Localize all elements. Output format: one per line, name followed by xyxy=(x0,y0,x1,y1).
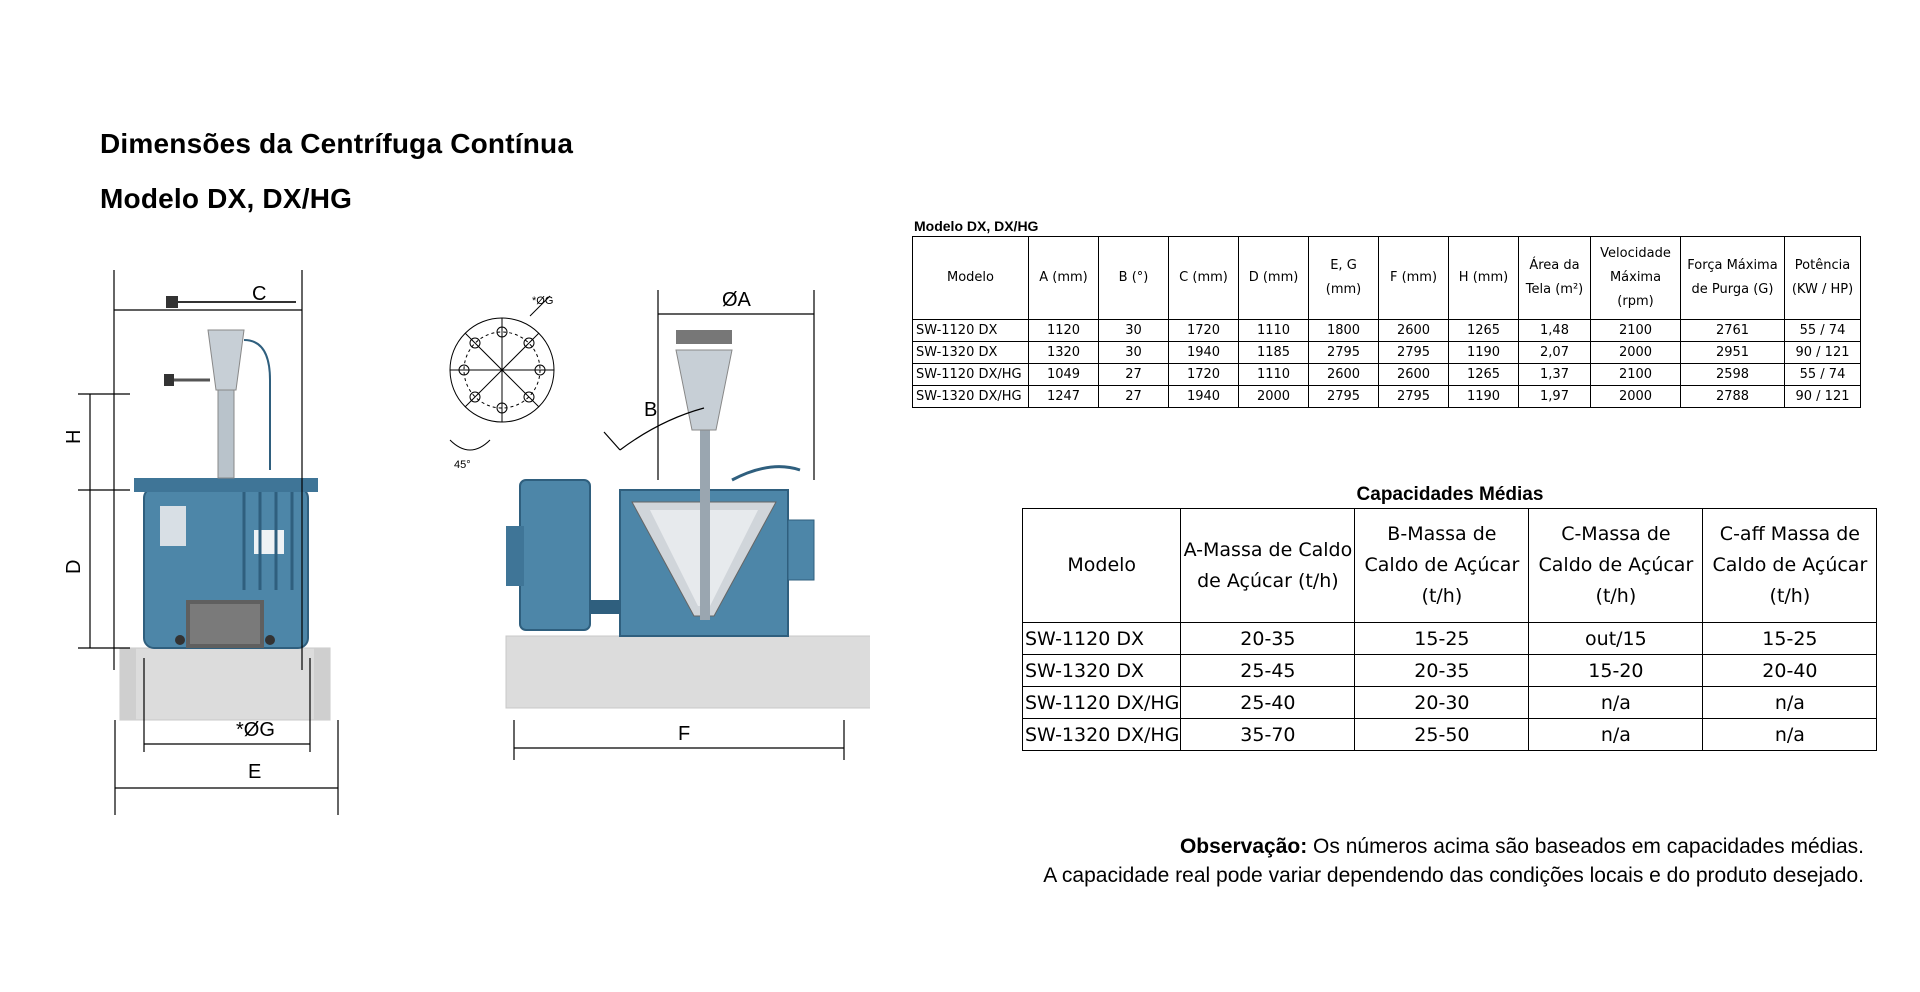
spec-header-row xyxy=(913,237,1861,320)
dim-label-h: H xyxy=(63,429,85,444)
spec-header-cell: B (°) xyxy=(1099,237,1169,320)
spec-cell: 1120 xyxy=(1029,320,1099,342)
page-title: Dimensões da Centrífuga Contínua xyxy=(100,128,574,159)
spec-cell: 2000 xyxy=(1239,386,1309,408)
spec-cell: 1265 xyxy=(1449,364,1519,386)
spec-cell: 90 / 121 xyxy=(1785,342,1861,364)
spec-cell: 2761 xyxy=(1681,320,1785,342)
dim-label-a: ØA xyxy=(722,289,751,311)
spec-header-cell: Potência (KW / HP) xyxy=(1785,237,1861,320)
spec-header-cell: A (mm) xyxy=(1029,237,1099,320)
capacity-table-caption: Capacidades Médias xyxy=(1356,484,1544,505)
capacity-table-row xyxy=(1023,719,1877,751)
spec-header-cell: F (mm) xyxy=(1379,237,1449,320)
spec-cell: 1720 xyxy=(1169,320,1239,342)
capacity-table xyxy=(1022,508,1877,751)
dim-label-g: *ØG xyxy=(236,719,275,741)
spec-cell: 90 / 121 xyxy=(1785,386,1861,408)
spec-cell: 1,48 xyxy=(1519,320,1591,342)
spec-cell: 2100 xyxy=(1591,320,1681,342)
capacity-table-row xyxy=(1023,623,1877,655)
spec-cell: 30 xyxy=(1099,342,1169,364)
capacity-header-cell: C-aff Massa de Caldo de Açúcar (t/h) xyxy=(1703,509,1877,623)
spec-cell: 2000 xyxy=(1591,386,1681,408)
spec-cell: 2598 xyxy=(1681,364,1785,386)
capacity-cell: SW-1320 DX xyxy=(1023,655,1181,687)
spec-cell: 1049 xyxy=(1029,364,1099,386)
spec-cell: 1190 xyxy=(1449,342,1519,364)
spec-table-row xyxy=(913,364,1861,386)
spec-cell: SW-1320 DX/HG xyxy=(913,386,1029,408)
spec-cell: 27 xyxy=(1099,386,1169,408)
dim-label-angle: 45° xyxy=(454,459,471,471)
spec-cell: 2795 xyxy=(1309,386,1379,408)
spec-cell: 1,97 xyxy=(1519,386,1591,408)
capacity-cell: n/a xyxy=(1529,719,1703,751)
spec-cell: SW-1120 DX/HG xyxy=(913,364,1029,386)
spec-cell: 55 / 74 xyxy=(1785,364,1861,386)
front-feed-pipe xyxy=(164,296,296,478)
spec-cell: 1800 xyxy=(1309,320,1379,342)
note-line-1 xyxy=(1180,835,1864,859)
front-machine-body xyxy=(134,478,318,648)
capacity-cell: 20-30 xyxy=(1355,687,1529,719)
spec-table xyxy=(912,236,1861,408)
spec-cell: 1265 xyxy=(1449,320,1519,342)
spec-header-cell: Área da Tela (m²) xyxy=(1519,237,1591,320)
spec-cell: 1940 xyxy=(1169,342,1239,364)
capacity-table-row xyxy=(1023,655,1877,687)
spec-cell: SW-1120 DX xyxy=(913,320,1029,342)
spec-cell: 27 xyxy=(1099,364,1169,386)
spec-cell: 1190 xyxy=(1449,386,1519,408)
spec-cell: 2795 xyxy=(1309,342,1379,364)
side-base xyxy=(506,636,870,708)
note-line-2: A capacidade real pode variar dependendo das condições locais e do produto desejado. xyxy=(1043,864,1864,887)
dim-label-b: B xyxy=(644,399,658,421)
spec-cell: SW-1320 DX xyxy=(913,342,1029,364)
spec-cell: 1110 xyxy=(1239,320,1309,342)
spec-cell: 1185 xyxy=(1239,342,1309,364)
capacity-header-cell: B-Massa de Caldo de Açúcar (t/h) xyxy=(1355,509,1529,623)
spec-table-row xyxy=(913,320,1861,342)
side-basket xyxy=(620,330,814,636)
spec-cell: 2951 xyxy=(1681,342,1785,364)
capacity-cell: SW-1120 DX xyxy=(1023,623,1181,655)
capacity-cell: 25-45 xyxy=(1181,655,1355,687)
side-view-drawing xyxy=(500,280,870,770)
dim-label-e: E xyxy=(248,761,262,783)
spec-table-caption: Modelo DX, DX/HG xyxy=(914,218,1039,234)
spec-cell: 1,37 xyxy=(1519,364,1591,386)
capacity-header-cell: A-Massa de Caldo de Açúcar (t/h) xyxy=(1181,509,1355,623)
note-text-1: Os números acima são baseados em capacidades médias. xyxy=(1313,835,1864,858)
spec-cell: 2600 xyxy=(1309,364,1379,386)
spec-header-cell: D (mm) xyxy=(1239,237,1309,320)
spec-cell: 2000 xyxy=(1591,342,1681,364)
capacity-cell: 20-35 xyxy=(1181,623,1355,655)
spec-cell: 2100 xyxy=(1591,364,1681,386)
spec-header-cell: Velocidade Máxima (rpm) xyxy=(1591,237,1681,320)
note-label: Observação: xyxy=(1179,835,1308,858)
spec-cell: 2600 xyxy=(1379,364,1449,386)
spec-header-cell: E, G (mm) xyxy=(1309,237,1379,320)
spec-cell: 2,07 xyxy=(1519,342,1591,364)
capacity-cell: 25-50 xyxy=(1355,719,1529,751)
spec-cell: 30 xyxy=(1099,320,1169,342)
capacity-header-row xyxy=(1023,509,1877,623)
dim-label-d: D xyxy=(63,559,85,574)
spec-cell: 1320 xyxy=(1029,342,1099,364)
front-view-drawing xyxy=(60,270,390,815)
capacity-cell: 15-25 xyxy=(1355,623,1529,655)
capacity-table-row xyxy=(1023,687,1877,719)
capacity-cell: out/15 xyxy=(1529,623,1703,655)
spec-table-row xyxy=(913,386,1861,408)
spec-cell: 1940 xyxy=(1169,386,1239,408)
dim-label-c: C xyxy=(252,283,267,305)
capacity-cell: 15-25 xyxy=(1703,623,1877,655)
capacity-cell: 25-40 xyxy=(1181,687,1355,719)
spec-cell: 2795 xyxy=(1379,386,1449,408)
capacity-cell: 20-35 xyxy=(1355,655,1529,687)
capacity-header-cell: C-Massa de Caldo de Açúcar (t/h) xyxy=(1529,509,1703,623)
capacity-cell: n/a xyxy=(1529,687,1703,719)
capacity-cell: 15-20 xyxy=(1529,655,1703,687)
capacity-cell: SW-1320 DX/HG xyxy=(1023,719,1181,751)
dim-label-g-small: *ØG xyxy=(532,295,554,307)
front-base xyxy=(120,648,330,720)
capacity-cell: SW-1120 DX/HG xyxy=(1023,687,1181,719)
spec-header-cell: Modelo xyxy=(913,237,1029,320)
capacity-cell: n/a xyxy=(1703,719,1877,751)
spec-cell: 1720 xyxy=(1169,364,1239,386)
spec-header-cell: C (mm) xyxy=(1169,237,1239,320)
spec-cell: 2795 xyxy=(1379,342,1449,364)
spec-header-cell: H (mm) xyxy=(1449,237,1519,320)
spec-cell: 55 / 74 xyxy=(1785,320,1861,342)
spec-cell: 1247 xyxy=(1029,386,1099,408)
spec-header-cell: Força Máxima de Purga (G) xyxy=(1681,237,1785,320)
capacity-header-cell: Modelo xyxy=(1023,509,1181,623)
dim-label-f: F xyxy=(678,723,691,745)
spec-cell: 2788 xyxy=(1681,386,1785,408)
page-subtitle: Modelo DX, DX/HG xyxy=(100,183,353,214)
spec-cell: 1110 xyxy=(1239,364,1309,386)
spec-table-row xyxy=(913,342,1861,364)
capacity-cell: 35-70 xyxy=(1181,719,1355,751)
spec-cell: 2600 xyxy=(1379,320,1449,342)
capacity-cell: 20-40 xyxy=(1703,655,1877,687)
capacity-cell: n/a xyxy=(1703,687,1877,719)
